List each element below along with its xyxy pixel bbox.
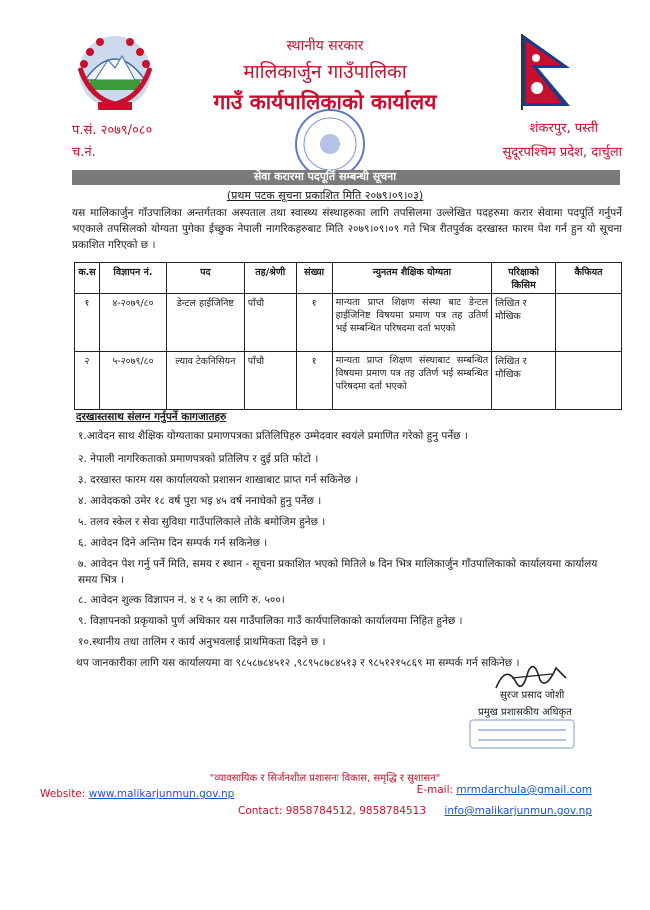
table-cell: १ — [75, 294, 100, 352]
officer-stamp-icon — [468, 718, 576, 750]
header-municipality-name: मालिकार्जुन गाउँपालिका — [243, 61, 407, 83]
list-item: ३. दरखास्त फारम यस कार्यालयको प्रशासन शाखाबाट प्राप्त गर्न सकिनेछ । — [78, 474, 359, 486]
table-cell — [556, 352, 622, 410]
col-header-ad-no: विज्ञापन नं. — [99, 263, 166, 294]
table-header-row — [75, 263, 622, 294]
contact-info-text: थप जानकारीका लागि यस कार्यालयमा वा ९८५८७८४५१२ ,९८९५८७८४५१३ र ९८५१२१५८६९ मा सम्पर्क गर्न सकिनेछ । — [76, 657, 520, 669]
table-cell: पाँचौ — [244, 294, 296, 352]
vacancy-table — [74, 262, 622, 410]
table-cell: १ — [296, 352, 332, 410]
header-line-1: स्थानीय सरकार — [286, 38, 364, 54]
required-documents-heading: दरखास्तसाथ संलग्न गर्नुपर्ने कागजातहरु — [76, 411, 227, 423]
table-cell: ल्याव टेकनिसियन — [166, 352, 244, 410]
notice-title: सेवा करारमा पदपूर्ति सम्बन्धी सूचना — [253, 170, 397, 183]
col-header-post: पद — [166, 263, 244, 294]
website-label: Website: — [40, 788, 89, 800]
table-cell: लिखित र मौखिक — [492, 352, 556, 410]
publication-date: (प्रथम पटक सूचना प्रकाशित मिति २०७९।०९।०३) — [226, 189, 424, 202]
table-cell: ४-२०७९/८० — [99, 294, 166, 352]
header-office-name: गाउँ कार्यपालिकाको कार्यालय — [213, 90, 437, 114]
footer-email — [417, 784, 592, 796]
signatory-title: प्रमुख प्रशासकीय अधिकृत — [478, 707, 572, 718]
list-item: १.आवेदन साथ शैक्षिक योग्यताका प्रमाणपत्रका प्रतिलिपिहरु उम्मेदवार स्वयंले प्रमाणित गरेको हुनु पर्नेछ । — [78, 430, 468, 442]
footer-contact: Contact: 9858784512, 9858784513 — [238, 805, 427, 817]
footer-website — [40, 788, 234, 800]
list-item: १०.स्थानीय तथा तालिम र कार्य अनुभवलाई प्राथमिकता दिइने छ । — [78, 636, 326, 648]
email-label: E-mail: — [416, 784, 457, 796]
notice-intro: यस मालिकार्जुन गाँउपालिका अन्तर्गतका अस्पताल तथा स्वास्थ्य संस्थाहरुका लागि तपसिलमा उल्लेखित पदहरुमा करार सेवामा पदपूर्ति गर्नुपर्ने भएकाले तपसिलको योग्यता पुगेका ईच्छुक नेपाली नागरिकहरुबाट मिति २०७९।०९।०९ गते भित्र रीतपुर्वक दरखास्त फारम पेश गर्न हुन यो सूचना प्रकाशित गरिएको छ । — [72, 207, 622, 251]
col-header-exam-type: परिक्षाको किसिम — [492, 263, 556, 294]
list-item: ७. आवेदन पेश गर्नु पर्ने मिति, समय र स्थान - सूचना प्रकाशित भएको मितिले ७ दिन भित्र मालिकार्जुन गाँउपालिकाको कार्यालयमा कार्यालय समय भित्र । — [78, 558, 598, 586]
table-cell: १ — [296, 294, 332, 352]
list-item: ८. आवेदन शुल्क विज्ञापन नं. ४ र ५ का लागि रु. ५००। — [78, 594, 285, 606]
table-cell: ५-२०७९/८० — [99, 352, 166, 410]
signatory-name: सुरज प्रसाद जोशी — [500, 690, 565, 701]
address-line-1: शंकरपुर, पस्ती — [529, 121, 598, 136]
table-cell: मान्यता प्राप्त शिक्षण संस्था बाट डेन्टल हाईजिनिष्ट विषयमा प्रमाण पत्र तह उतिर्ण भई सम्बन्धित परिषदमा दर्ता भएको — [332, 294, 492, 352]
table-row — [75, 352, 622, 410]
footer-email-2 — [444, 805, 592, 817]
reference-number: प.सं. २०७९/०८० — [72, 123, 153, 138]
table-cell: पाँचौ — [244, 352, 296, 410]
table-cell: लिखित र मौखिक — [492, 294, 556, 352]
list-item: ९. विज्ञापनको प्रकृयाको पुर्ण अधिकार यस गाउँपालिका गाउँ कार्यपालिकाको कार्यालयमा निहित हुनेछ । — [78, 615, 463, 627]
col-header-count: संख्या — [296, 263, 332, 294]
col-header-level: तह/श्रेणी — [244, 263, 296, 294]
table-row — [75, 294, 622, 352]
website-link[interactable]: www.malikarjunmun.gov.np — [88, 788, 235, 800]
address-line-2: सुदूरपश्चिम प्रदेश, दार्चुला — [502, 145, 622, 160]
table-cell: डेन्टल हाईजिनिष्ट — [166, 294, 244, 352]
col-header-remarks: कैफियत — [556, 263, 622, 294]
col-header-sn: क.स — [75, 263, 100, 294]
table-cell: २ — [75, 352, 100, 410]
list-item: ६. आवेदन दिने अन्तिम दिन सम्पर्क गर्न सकिनेछ । — [78, 537, 268, 549]
table-cell: मान्यता प्राप्त शिक्षण संस्थाबाट सम्बन्धित विषयमा प्रमाण पत्र तह उतिर्ण भई सम्बन्धित परिषदमा दर्ता भएको — [332, 352, 492, 410]
col-header-qualification: न्युनतम शैक्षिक योग्यता — [332, 263, 492, 294]
dispatch-number: च.नं. — [72, 145, 96, 160]
list-item: २. नेपाली नागरिकताको प्रमाणपत्रको प्रतिलिप र दुई प्रति फोटो । — [78, 453, 319, 465]
table-cell — [556, 294, 622, 352]
email-link[interactable]: mrmdarchula@gmail.com — [456, 784, 592, 796]
email-link-2[interactable]: info@malikarjunmun.gov.np — [444, 805, 592, 817]
list-item: ५. तलव स्केल र सेवा सुविधा गाउँपालिकाले तोके बमोजिम हुनेछ । — [78, 516, 326, 528]
list-item: ४. आवेदकको उमेर १८ वर्ष पुरा भइ ४५ वर्ष ननाघेको हुनु पर्नेछ । — [78, 495, 322, 507]
footer-motto: "व्यावसायिक र सिर्जनशील प्रशासनः विकास, समृद्धि र सुशासन" — [209, 773, 441, 784]
